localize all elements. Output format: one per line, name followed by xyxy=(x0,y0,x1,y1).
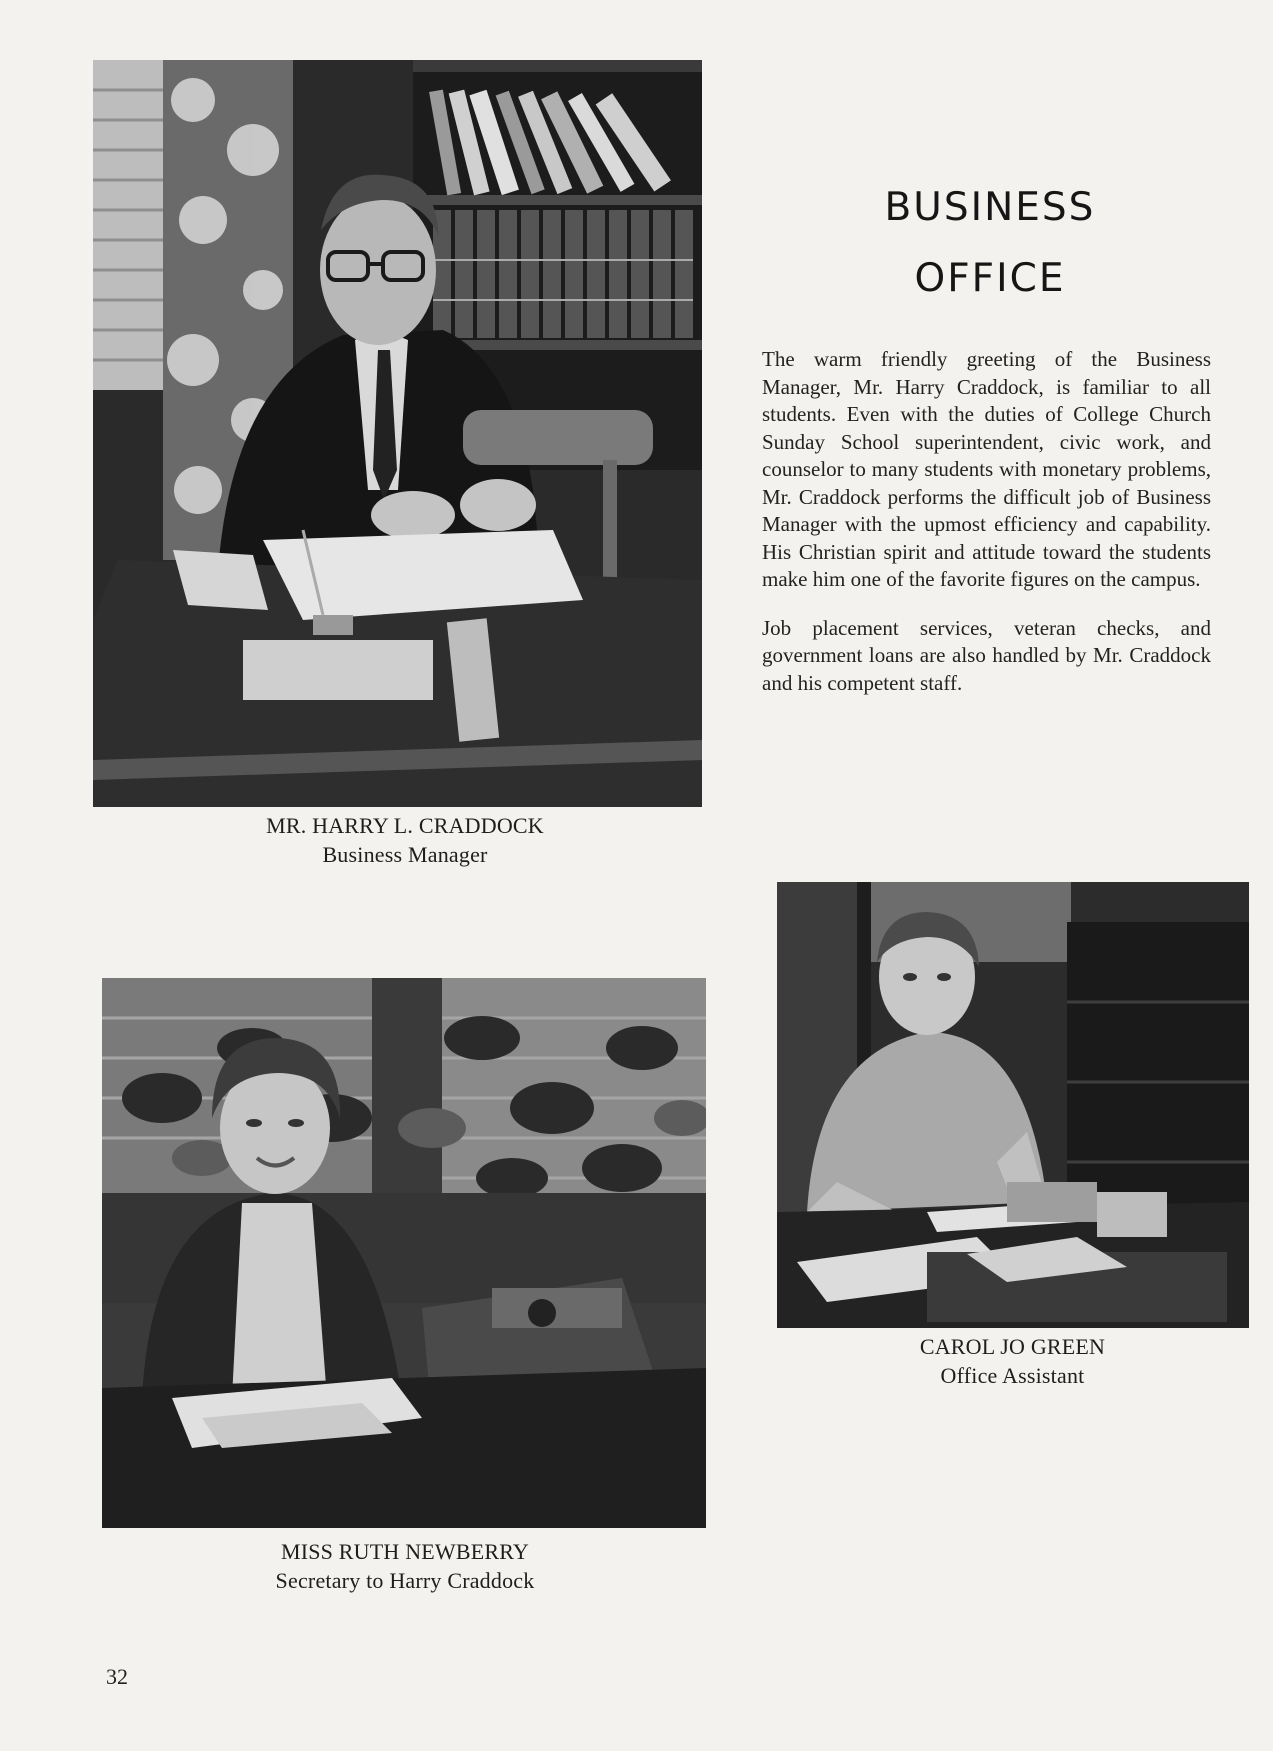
page-number: 32 xyxy=(106,1664,128,1689)
green-photo-image xyxy=(777,882,1249,1328)
craddock-name: MR. HARRY L. CRADDOCK xyxy=(266,813,544,838)
newberry-caption xyxy=(140,1537,670,1595)
green-photo xyxy=(777,882,1249,1328)
newberry-name: MISS RUTH NEWBERRY xyxy=(280,1539,530,1564)
craddock-photo-image xyxy=(93,60,702,807)
section-heading xyxy=(770,172,1210,314)
heading-line-2: OFFICE xyxy=(914,256,1066,301)
article-paragraph: Job placement services, veteran checks, and government loans are also handled by Mr. Craddock and his competent staff. xyxy=(762,615,1211,695)
craddock-role: Business Manager xyxy=(322,842,488,867)
heading-line-1: BUSINESS xyxy=(884,185,1096,230)
newberry-photo xyxy=(102,978,706,1528)
craddock-caption xyxy=(140,811,670,869)
newberry-role: Secretary to Harry Craddock xyxy=(275,1568,535,1593)
green-caption xyxy=(790,1332,1235,1390)
green-role: Office Assistant xyxy=(940,1363,1085,1388)
craddock-photo xyxy=(93,60,702,807)
green-name: CAROL JO GREEN xyxy=(919,1334,1106,1359)
article-body xyxy=(762,346,1211,718)
article-paragraph: The warm friendly greeting of the Business Manager, Mr. Harry Craddock, is familiar to all students. Even with the duties of College Church Sunday School superintendent, civic work, and counselor to many students with monetary problems, Mr. Craddock performs the difficult job of Business Manager with the upmost efficiency and capability. His Christian spirit and attitude toward the students make him one of the favorite figures on the campus. xyxy=(762,347,1211,591)
newberry-photo-image xyxy=(102,978,706,1528)
